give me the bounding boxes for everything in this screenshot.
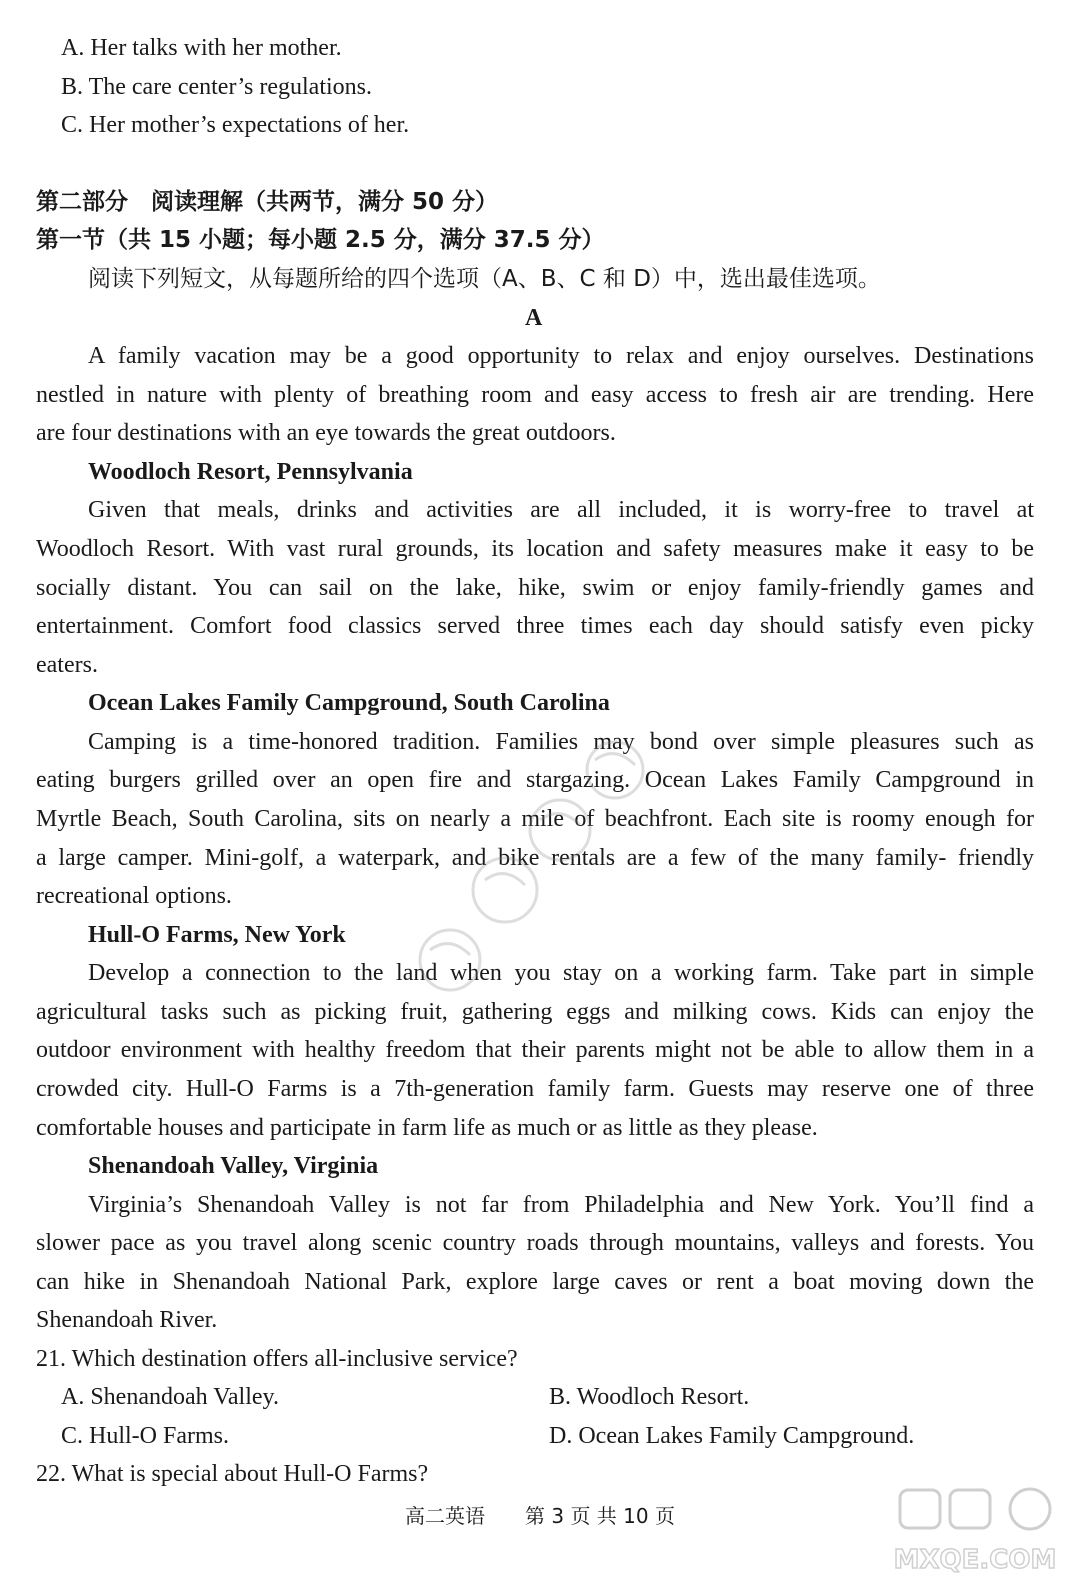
passage-label: A [525,305,543,331]
destination-line: a large camper. Mini-golf, a waterpark, and bike rentals are a few of the many family- friendly [36,845,1034,871]
destination-line: crowded city. Hull-O Farms is a 7th-generation family farm. Guests may reserve one of three [36,1076,1034,1102]
intro-line: nestled in nature with plenty of breathing room and easy access to fresh air are trending. Here [36,382,1034,408]
destination-line: outdoor environment with healthy freedom that their parents might not be able to allow them in a [36,1037,1034,1063]
question-option: B. Woodloch Resort. [549,1384,750,1410]
destination-line: slower pace as you travel along scenic country roads through mountains, valleys and forests. You [36,1230,1034,1256]
question-option: C. Hull-O Farms. [61,1423,229,1449]
destination-line: socially distant. You can sail on the lake, hike, swim or enjoy family-friendly games and [36,575,1034,601]
destination-line: Develop a connection to the land when you stay on a working farm. Take part in simple [88,960,1034,986]
watermark-stamp-icon [390,720,670,1020]
destination-line: can hike in Shenandoah National Park, explore large caves or rent a boat moving down the [36,1269,1034,1295]
destination-line: eating burgers grilled over an open fire and stargazing. Ocean Lakes Family Campground in [36,767,1034,793]
destination-heading: Hull-O Farms, New York [88,922,346,948]
intro-line: A family vacation may be a good opportunity to relax and enjoy ourselves. Destinations [88,343,1034,369]
destination-line: agricultural tasks such as picking fruit, gathering eggs and milking cows. Kids can enjoy the [36,999,1034,1025]
question-stem: 21. Which destination offers all-inclusive service? [36,1346,518,1372]
destination-heading: Shenandoah Valley, Virginia [88,1153,379,1179]
destination-line: Shenandoah River. [36,1307,218,1333]
destination-line: Virginia’s Shenandoah Valley is not far from Philadelphia and New York. You’ll find a [88,1192,1034,1218]
destination-line: entertainment. Comfort food classics served three times each day should satisfy even picky [36,613,1034,639]
part-title: 第二部分 阅读理解（共两节，满分 50 分） [36,189,499,215]
prev-option-a: A. Her talks with her mother. [61,35,342,61]
site-logo-icon [880,1480,1070,1580]
destination-line: eaters. [36,652,98,678]
instruction: 阅读下列短文，从每题所给的四个选项（A、B、C 和 D）中，选出最佳选项。 [88,266,881,292]
destination-heading: Ocean Lakes Family Campground, South Carolina [88,690,610,716]
destination-line: Camping is a time-honored tradition. Families may bond over simple pleasures such as [88,729,1034,755]
question-stem: 22. What is special about Hull-O Farms? [36,1461,429,1487]
prev-option-b: B. The care center’s regulations. [61,74,372,100]
destination-line: recreational options. [36,883,232,909]
destination-line: Given that meals, drinks and activities are all included, it is worry-free to travel at [88,497,1034,523]
intro-line: are four destinations with an eye towards the great outdoors. [36,420,616,446]
page-footer: 高二英语 第 3 页 共 10 页 [405,1504,675,1528]
destination-line: Myrtle Beach, South Carolina, sits on nearly a mile of beachfront. Each site is roomy enough for [36,806,1034,832]
question-option: A. Shenandoah Valley. [61,1384,279,1410]
destination-line: Woodloch Resort. With vast rural grounds, its location and safety measures make it easy to be [36,536,1034,562]
destination-heading: Woodloch Resort, Pennsylvania [88,459,413,485]
destination-line: comfortable houses and participate in farm life as much or as little as they please. [36,1115,818,1141]
prev-option-c: C. Her mother’s expectations of her. [61,112,410,138]
subsection-title: 第一节（共 15 小题；每小题 2.5 分，满分 37.5 分） [36,227,605,253]
question-option: D. Ocean Lakes Family Campground. [549,1423,915,1449]
svg-text:MXQE.COM: MXQE.COM [893,1545,1057,1575]
